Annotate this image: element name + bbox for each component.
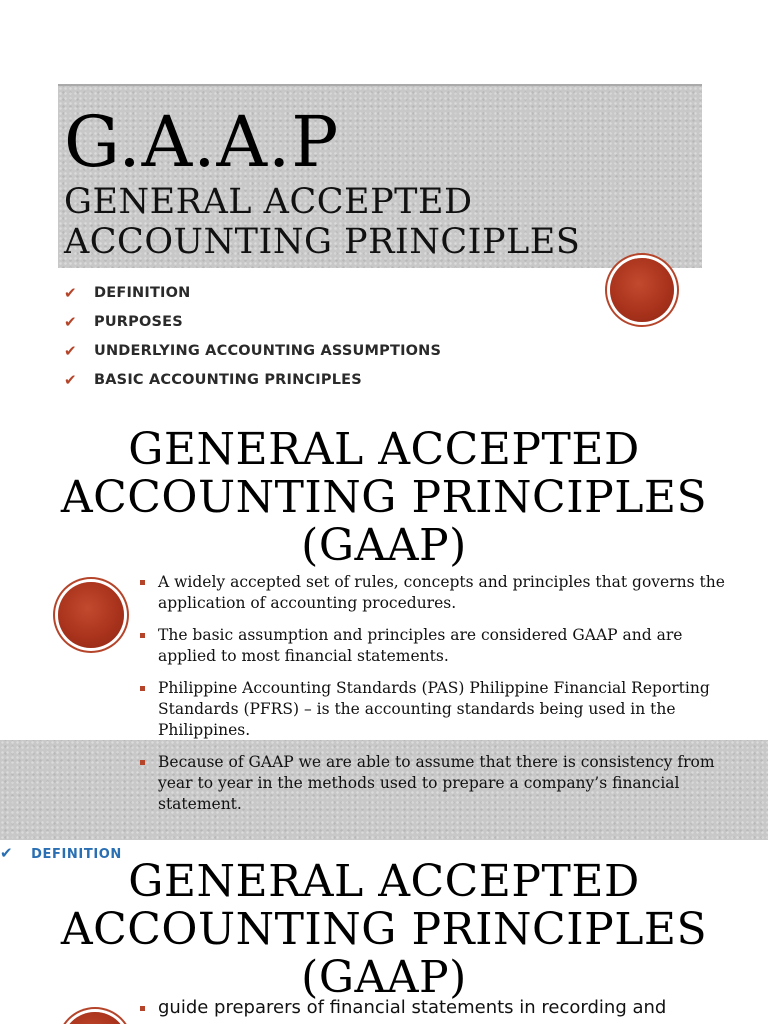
subtitle-line-2: ACCOUNTING PRINCIPLES <box>64 222 581 262</box>
section-label-text: DEFINITION <box>31 847 122 862</box>
heading-line-2: ACCOUNTING PRINCIPLES <box>60 472 708 523</box>
slide-heading <box>0 858 768 1002</box>
checkmark-icon: ✔ <box>64 341 77 360</box>
slide-title-text: G.A.A.P <box>64 101 340 183</box>
bullet-item: The basic assumption and principles are considered GAAP and are applied to most financial statements. <box>138 625 738 667</box>
slide-title <box>0 0 768 400</box>
agenda-item <box>64 307 441 336</box>
heading-line-3: (GAAP) <box>301 520 467 571</box>
agenda-list <box>64 278 441 394</box>
decorative-circle <box>58 582 124 648</box>
agenda-item <box>64 365 441 394</box>
agenda-item-label: DEFINITION <box>94 284 191 301</box>
subtitle-line-1: GENERAL ACCEPTED <box>64 182 473 222</box>
checkmark-icon: ✔ <box>0 844 14 862</box>
heading-line-1: GENERAL ACCEPTED <box>128 424 640 475</box>
agenda-item-label: BASIC ACCOUNTING PRINCIPLES <box>94 371 362 388</box>
bullet-item: guide preparers of financial statements in recording and <box>138 996 738 1020</box>
slide-heading <box>0 426 768 570</box>
checkmark-icon: ✔ <box>64 370 77 389</box>
bullet-item: Because of GAAP we are able to assume that there is consistency from year to year in the methods used to prepare a company’s financial statement. <box>138 752 738 815</box>
bullet-item: A widely accepted set of rules, concepts and principles that governs the application of accounting procedures. <box>138 572 738 614</box>
bullet-item: Philippine Accounting Standards (PAS) Philippine Financial Reporting Standards (PFRS) – is the accounting standards being used in the Philippines. <box>138 678 738 741</box>
heading-line-1: GENERAL ACCEPTED <box>128 856 640 907</box>
bullet-list <box>138 996 738 1024</box>
checkmark-icon: ✔ <box>64 312 77 331</box>
agenda-item <box>64 278 441 307</box>
agenda-item <box>64 336 441 365</box>
slide-definition <box>0 400 768 840</box>
heading-line-2: ACCOUNTING PRINCIPLES <box>60 904 708 955</box>
decorative-circle <box>610 258 674 322</box>
slide-purposes <box>0 840 768 1024</box>
decorative-circle <box>62 1012 128 1024</box>
checkmark-icon: ✔ <box>64 283 77 302</box>
slide-subtitle <box>64 182 580 262</box>
heading-line-3: (GAAP) <box>301 952 467 1003</box>
agenda-item-label: UNDERLYING ACCOUNTING ASSUMPTIONS <box>94 342 442 359</box>
bullet-list <box>138 572 738 826</box>
agenda-item-label: PURPOSES <box>94 313 183 330</box>
